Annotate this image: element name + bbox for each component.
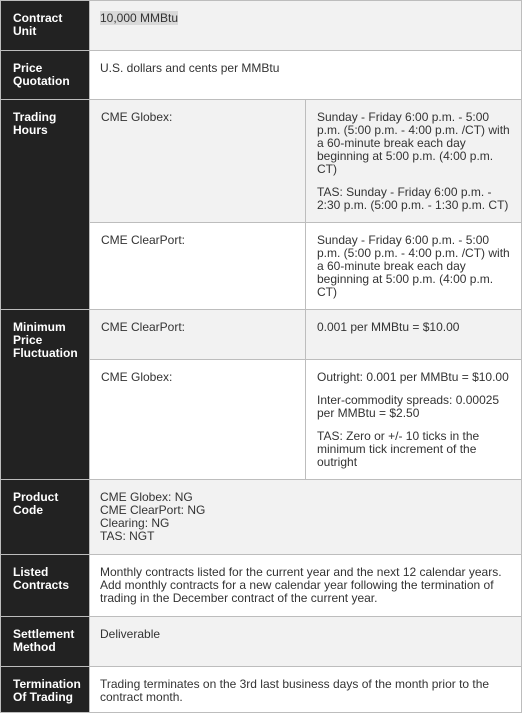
row-min-fluctuation-clearport <box>1 310 522 360</box>
min-fluctuation-globex-line3: TAS: Zero or +/- 10 ticks in the minimum tick increment of the outright <box>317 429 480 469</box>
termination-label: Termination Of Trading <box>1 667 90 713</box>
trading-hours-clearport-detail <box>306 223 522 310</box>
settlement-value: Deliverable <box>90 617 522 667</box>
min-fluctuation-globex-detail <box>306 360 522 480</box>
trading-hours-clearport-line1: Sunday - Friday 6:00 p.m. - 5:00 p.m. (5:00 p.m. - 4:00 p.m. /CT) with a 60-minute break each day beginning at 5:00 p.m. (4:00 p.m. CT) <box>317 233 510 299</box>
min-fluctuation-clearport-venue: CME ClearPort: <box>90 310 306 360</box>
min-fluctuation-label: Minimum Price Fluctuation <box>1 310 90 480</box>
row-product-code <box>1 480 522 555</box>
row-termination <box>1 667 522 713</box>
trading-hours-clearport-venue: CME ClearPort: <box>90 223 306 310</box>
min-fluctuation-globex-venue: CME Globex: <box>90 360 306 480</box>
row-contract-unit <box>1 1 522 51</box>
listed-contracts-label: Listed Contracts <box>1 555 90 617</box>
product-code-clearport: CME ClearPort: NG <box>100 503 206 517</box>
product-code-clearing: Clearing: NG <box>100 516 170 530</box>
row-settlement <box>1 617 522 667</box>
contract-unit-label: Contract Unit <box>1 1 90 51</box>
termination-value: Trading terminates on the 3rd last business days of the month prior to the contract month. <box>90 667 522 713</box>
trading-hours-globex-detail <box>306 100 522 223</box>
row-listed-contracts <box>1 555 522 617</box>
row-trading-hours-globex <box>1 100 522 223</box>
product-code-globex: CME Globex: NG <box>100 490 193 504</box>
product-code-values <box>90 480 522 555</box>
listed-contracts-value: Monthly contracts listed for the current year and the next 12 calendar years. Add monthly contracts for a new calendar year following the termination of trading in the December contract of the current year. <box>90 555 522 617</box>
min-fluctuation-clearport-line1: 0.001 per MMBtu = $10.00 <box>317 320 460 334</box>
product-code-label: Product Code <box>1 480 90 555</box>
contract-unit-value: 10,000 MMBtu <box>100 11 179 25</box>
min-fluctuation-clearport-detail <box>306 310 522 360</box>
min-fluctuation-globex-line1: Outright: 0.001 per MMBtu = $10.00 <box>317 370 509 384</box>
row-price-quotation <box>1 51 522 100</box>
min-fluctuation-globex-line2: Inter-commodity spreads: 0.00025 per MMBtu = $2.50 <box>317 393 500 420</box>
contract-unit-cell <box>90 1 522 51</box>
price-quotation-value: U.S. dollars and cents per MMBtu <box>90 51 522 100</box>
trading-hours-globex-venue: CME Globex: <box>90 100 306 223</box>
product-code-tas: TAS: NGT <box>100 529 155 543</box>
price-quotation-label: Price Quotation <box>1 51 90 100</box>
trading-hours-globex-line1: Sunday - Friday 6:00 p.m. - 5:00 p.m. (5:00 p.m. - 4:00 p.m. /CT) with a 60-minute break each day beginning at 5:00 p.m. (4:00 p.m. CT) <box>317 110 510 176</box>
trading-hours-label: Trading Hours <box>1 100 90 310</box>
trading-hours-globex-line2: TAS: Sunday - Friday 6:00 p.m. - 2:30 p.m. (5:00 p.m. - 1:30 p.m. CT) <box>317 185 509 212</box>
settlement-label: Settlement Method <box>1 617 90 667</box>
